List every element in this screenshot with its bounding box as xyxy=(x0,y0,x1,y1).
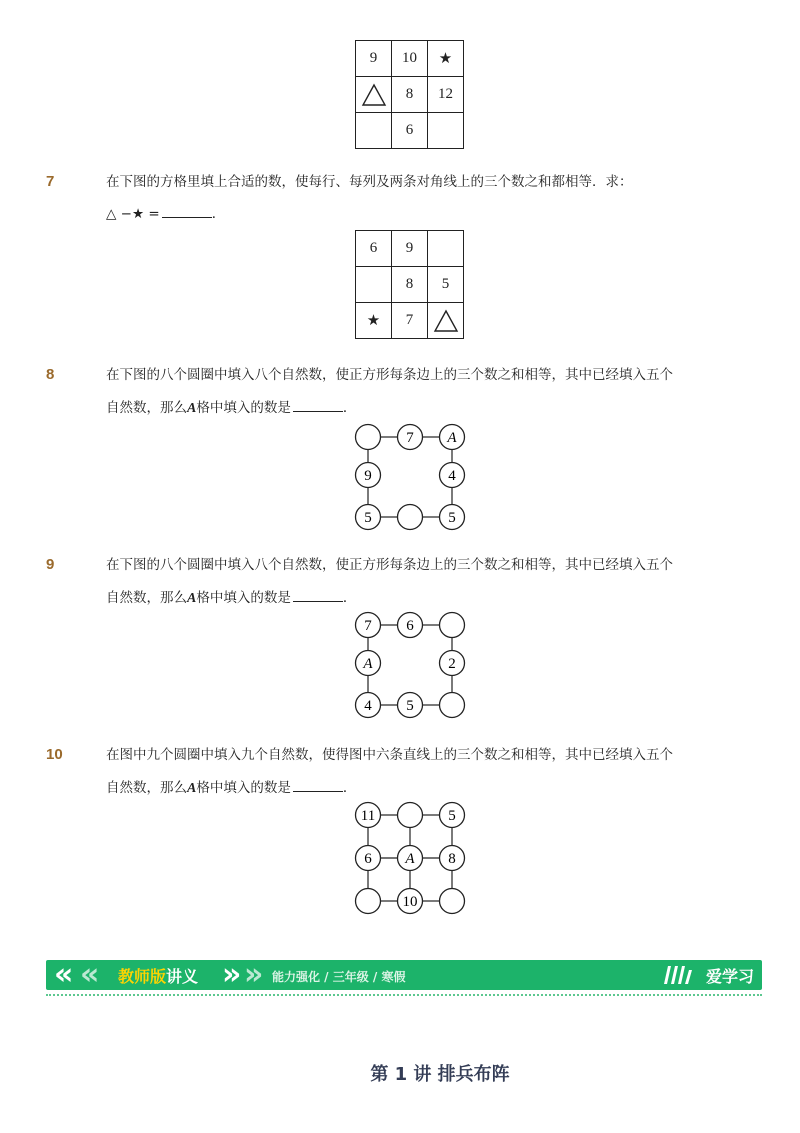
circle-label: 7 xyxy=(406,430,414,446)
divider xyxy=(46,994,762,996)
text: 自然数，那么 xyxy=(106,780,187,796)
text: 自然数，那么 xyxy=(106,400,187,416)
question-answer-line xyxy=(106,204,225,224)
text: 格中填入的数是 xyxy=(196,780,291,796)
circle-node xyxy=(356,889,381,914)
circle-label: 5 xyxy=(364,510,372,526)
circle-label: A xyxy=(363,656,373,672)
circle-node xyxy=(398,803,423,828)
circle-square-q9 xyxy=(348,608,468,724)
cell: 5 xyxy=(428,267,464,303)
cell: 9 xyxy=(392,231,428,267)
circle-node xyxy=(398,505,423,530)
answer-blank[interactable] xyxy=(293,778,343,792)
chevron-right-icon: » xyxy=(222,960,242,990)
cell xyxy=(428,231,464,267)
circle-label: 4 xyxy=(448,468,456,484)
circle-label: 7 xyxy=(364,618,372,634)
question-text: 在下图的方格里填上合适的数，使每行、每列及两条对角线上的三个数之和都相等．求： xyxy=(106,174,633,190)
circle-label: 5 xyxy=(448,510,456,526)
variable: A xyxy=(187,781,197,796)
cell: 6 xyxy=(392,113,428,149)
answer-blank[interactable] xyxy=(162,204,212,218)
text: 格中填入的数是 xyxy=(196,590,291,606)
magic-square-q7 xyxy=(355,230,464,339)
circle-grid-q10 xyxy=(348,798,472,924)
cell: 10 xyxy=(392,41,428,77)
circle-label: 8 xyxy=(448,851,456,867)
lecture-title: 第 1 讲 排兵布阵 xyxy=(370,1064,510,1085)
question-answer-line xyxy=(106,588,356,609)
answer-blank[interactable] xyxy=(293,398,343,412)
question-number: 8 xyxy=(46,366,55,383)
circle-label: 5 xyxy=(406,698,414,714)
question-text: 在图中九个圆圈中填入九个自然数，使得图中六条直线上的三个数之和相等，其中已经填入五个 xyxy=(106,747,673,763)
question-answer-line xyxy=(106,778,356,799)
star-icon: ★ xyxy=(428,41,464,77)
circle-label: 2 xyxy=(448,656,456,672)
circle-label: 10 xyxy=(402,894,418,910)
circle-nodes xyxy=(356,613,465,718)
question-text: 在下图的八个圆圈中填入八个自然数，使正方形每条边上的三个数之和相等，其中已经填入五个 xyxy=(106,367,673,383)
circle-node xyxy=(440,613,465,638)
cell xyxy=(356,113,392,149)
cell: 12 xyxy=(428,77,464,113)
cell: 9 xyxy=(356,41,392,77)
cell: 8 xyxy=(392,77,428,113)
chevron-left-icon: « xyxy=(80,960,100,990)
magic-square-top xyxy=(355,40,464,149)
banner-label xyxy=(118,964,198,987)
circle-node xyxy=(356,425,381,450)
cell: 6 xyxy=(356,231,392,267)
circle-label: 6 xyxy=(406,618,414,634)
circle-square-q8 xyxy=(348,420,468,536)
circle-nodes xyxy=(356,425,465,530)
banner-subtitle: 能力强化 / 三年级 / 寒假 xyxy=(272,970,406,984)
star-icon: ★ xyxy=(356,303,392,339)
cell xyxy=(428,113,464,149)
question-number: 9 xyxy=(46,556,55,573)
circle-label: 6 xyxy=(364,851,372,867)
chevron-right-icon: » xyxy=(244,960,264,990)
variable: A xyxy=(187,401,197,416)
period: ． xyxy=(342,590,357,606)
question-number: 7 xyxy=(46,173,55,190)
question-text: 在下图的八个圆圈中填入八个自然数，使正方形每条边上的三个数之和相等，其中已经填入五个 xyxy=(106,557,673,573)
banner-label-a: 教师版 xyxy=(118,967,167,986)
period: ． xyxy=(342,400,357,416)
period: ． xyxy=(211,206,226,222)
triangle-icon xyxy=(356,77,392,113)
banner-label-b: 讲义 xyxy=(166,967,199,986)
circle-nodes xyxy=(356,803,465,914)
question-number: 10 xyxy=(46,746,63,763)
brand-logo-icon xyxy=(662,964,692,990)
question-answer-line xyxy=(106,398,356,419)
variable: A xyxy=(187,591,197,606)
cell: 8 xyxy=(392,267,428,303)
cell xyxy=(356,267,392,303)
chevron-left-icon: « xyxy=(54,960,74,990)
period: ． xyxy=(342,780,357,796)
text: 自然数，那么 xyxy=(106,590,187,606)
cell: 7 xyxy=(392,303,428,339)
triangle-icon xyxy=(428,303,464,339)
brand-name: 爱学习 xyxy=(705,967,754,986)
expression: △ −★ = xyxy=(106,206,160,222)
circle-label: 11 xyxy=(360,808,376,824)
circle-label: A xyxy=(447,430,457,446)
footer-banner xyxy=(46,960,762,990)
circle-label: 4 xyxy=(364,698,372,714)
text: 格中填入的数是 xyxy=(196,400,291,416)
circle-label: 9 xyxy=(364,468,372,484)
answer-blank[interactable] xyxy=(293,588,343,602)
circle-node xyxy=(440,889,465,914)
circle-node xyxy=(440,693,465,718)
circle-label: 5 xyxy=(448,808,456,824)
circle-label: A xyxy=(405,851,415,867)
